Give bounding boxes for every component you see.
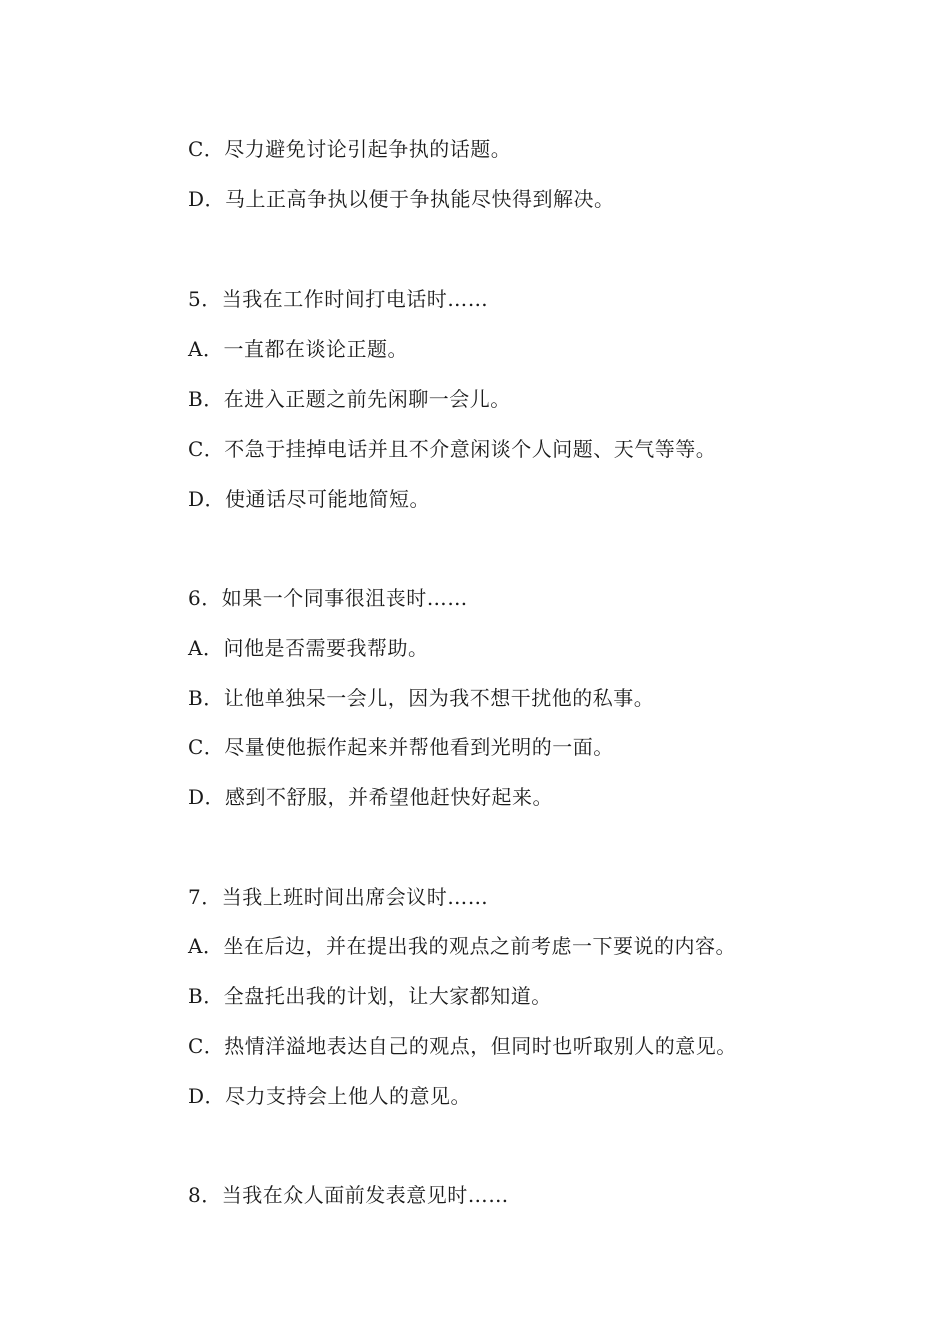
question-7: 7．当我上班时间出席会议时…… xyxy=(188,885,489,909)
question-8: 8．当我在众人面前发表意见时…… xyxy=(188,1183,509,1207)
option-c-q7: C．热情洋溢地表达自己的观点，但同时也听取别人的意见。 xyxy=(188,1034,737,1058)
option-d-q5: D．使通话尽可能地简短。 xyxy=(188,487,431,511)
option-b-q7: B．全盘托出我的计划，让大家都知道。 xyxy=(188,984,552,1008)
option-a-q6: A．问他是否需要我帮助。 xyxy=(188,636,429,660)
option-d-q4: D．马上正高争执以便于争执能尽快得到解决。 xyxy=(188,187,615,211)
question-6: 6．如果一个同事很沮丧时…… xyxy=(188,586,468,610)
option-b-q5: B．在进入正题之前先闲聊一会儿。 xyxy=(188,387,511,411)
option-d-q6: D．感到不舒服，并希望他赶快好起来。 xyxy=(188,785,554,809)
option-a-q7: A．坐在后边，并在提出我的观点之前考虑一下要说的内容。 xyxy=(188,934,736,958)
option-b-q6: B．让他单独呆一会儿，因为我不想干扰他的私事。 xyxy=(188,686,655,710)
option-c-q5: C．不急于挂掉电话并且不介意闲谈个人问题、天气等等。 xyxy=(188,437,717,461)
option-a-q5: A．一直都在谈论正题。 xyxy=(188,337,408,361)
option-d-q7: D．尽力支持会上他人的意见。 xyxy=(188,1084,472,1108)
option-c-q6: C．尽量使他振作起来并帮他看到光明的一面。 xyxy=(188,735,614,759)
option-c-q4: C．尽力避免讨论引起争执的话题。 xyxy=(188,137,512,161)
question-5: 5．当我在工作时间打电话时…… xyxy=(188,287,489,311)
